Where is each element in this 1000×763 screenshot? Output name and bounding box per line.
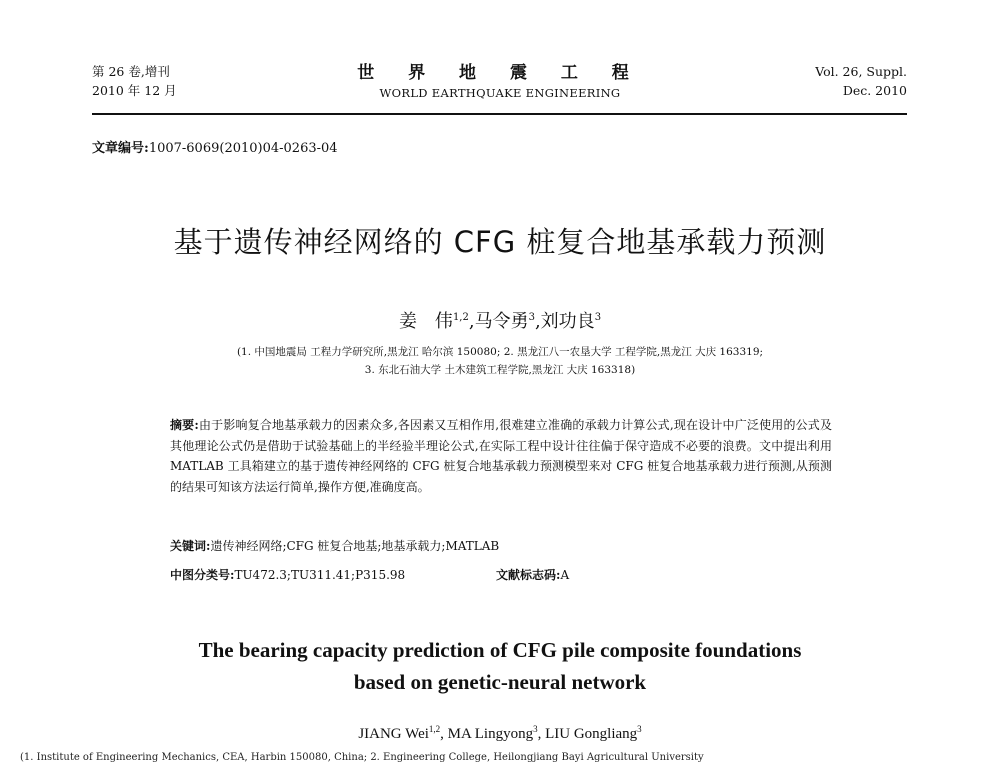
- paper-title-en-line-2: based on genetic-neural network: [353, 670, 647, 694]
- paper-title-en: [100, 634, 900, 698]
- author-en-3-affil: 3: [637, 724, 642, 734]
- author-cn-1: 姜 伟: [398, 311, 453, 332]
- author-en-1: JIANG Wei: [358, 726, 429, 742]
- paper-title-en-line-1: The bearing capacity prediction of CFG pile composite foundations: [198, 638, 802, 662]
- classification-label: 中图分类号:: [170, 568, 235, 582]
- affiliations-en-partial: (1. Institute of Engineering Mechanics, CEA, Harbin 150080, China; 2. Engineering College, Heilongjiang Bayi Agricultural University: [20, 752, 704, 763]
- document-code-value: A: [560, 568, 570, 582]
- document-code-label: 文献标志码:: [496, 568, 561, 582]
- classification-value: TU472.3;TU311.41;P315.98: [234, 568, 406, 582]
- author-cn-3: ,刘功良: [534, 311, 595, 332]
- author-en-2-affil: 3: [533, 724, 538, 734]
- journal-issue-info: [92, 62, 177, 100]
- document-code: [496, 566, 569, 583]
- journal-name: [250, 58, 750, 100]
- journal-name-en: WORLD EARTHQUAKE ENGINEERING: [379, 86, 621, 100]
- authors-en: [0, 724, 1000, 743]
- classification-line: [170, 566, 832, 583]
- abstract-cn: [170, 415, 832, 497]
- author-en-3: , LIU Gongliang: [537, 726, 638, 742]
- author-cn-3-affil: 3: [594, 312, 602, 323]
- article-number: [92, 137, 338, 156]
- header-rule: [92, 113, 907, 115]
- affiliation-line-1: (1. 中国地震局 工程力学研究所,黑龙江 哈尔滨 150080; 2. 黑龙江八一农垦大学 工程学院,黑龙江 大庆 163319;: [236, 346, 764, 358]
- author-en-1-affil: 1,2: [428, 724, 441, 734]
- author-en-2: , MA Lingyong: [440, 726, 534, 742]
- article-number-label: 文章编号:: [92, 141, 149, 156]
- abstract-label: 摘要:: [170, 418, 199, 432]
- article-number-value: 1007-6069(2010)04-0263-04: [148, 141, 338, 156]
- issue-date: 2010 年 12 月: [92, 83, 177, 98]
- author-cn-1-affil: 1,2: [452, 312, 469, 323]
- affiliation-line-2: 3. 东北石油大学 土木建筑工程学院,黑龙江 大庆 163318): [364, 364, 636, 376]
- issue-volume: 第 26 卷,增刊: [92, 64, 170, 79]
- journal-name-cn: 世 界 地 震 工 程: [357, 63, 643, 83]
- volume-en: Vol. 26, Suppl.: [815, 64, 907, 79]
- journal-volume-info: [815, 62, 907, 100]
- abstract-text: 由于影响复合地基承载力的因素众多,各因素又互相作用,很难建立准确的承载力计算公式,现在设计中广泛使用的公式及其他理论公式仍是借助于试验基础上的半经验半理论公式,在实际工程中设计往往偏于保守造成不必要的浪费。文中提出利用 MATLAB 工具箱建立的基于遗传神经网络的 CFG 桩复合地基承载力预测模型来对 CFG 桩复合地基承载力进行预测,从预测的结果可知该方法运行简单,操作方便,准确度高。: [170, 418, 832, 494]
- authors-cn: [0, 307, 1000, 333]
- author-cn-2-affil: 3: [528, 312, 535, 323]
- date-en: Dec. 2010: [842, 83, 907, 98]
- paper-title-cn: 基于遗传神经网络的 CFG 桩复合地基承载力预测: [173, 225, 827, 259]
- affiliations-cn: [120, 343, 880, 379]
- author-cn-2: ,马令勇: [468, 311, 529, 332]
- keywords-cn: [170, 537, 499, 554]
- keywords-label: 关键词:: [170, 539, 211, 553]
- keywords-text: 遗传神经网络;CFG 桩复合地基;地基承载力;MATLAB: [210, 539, 500, 553]
